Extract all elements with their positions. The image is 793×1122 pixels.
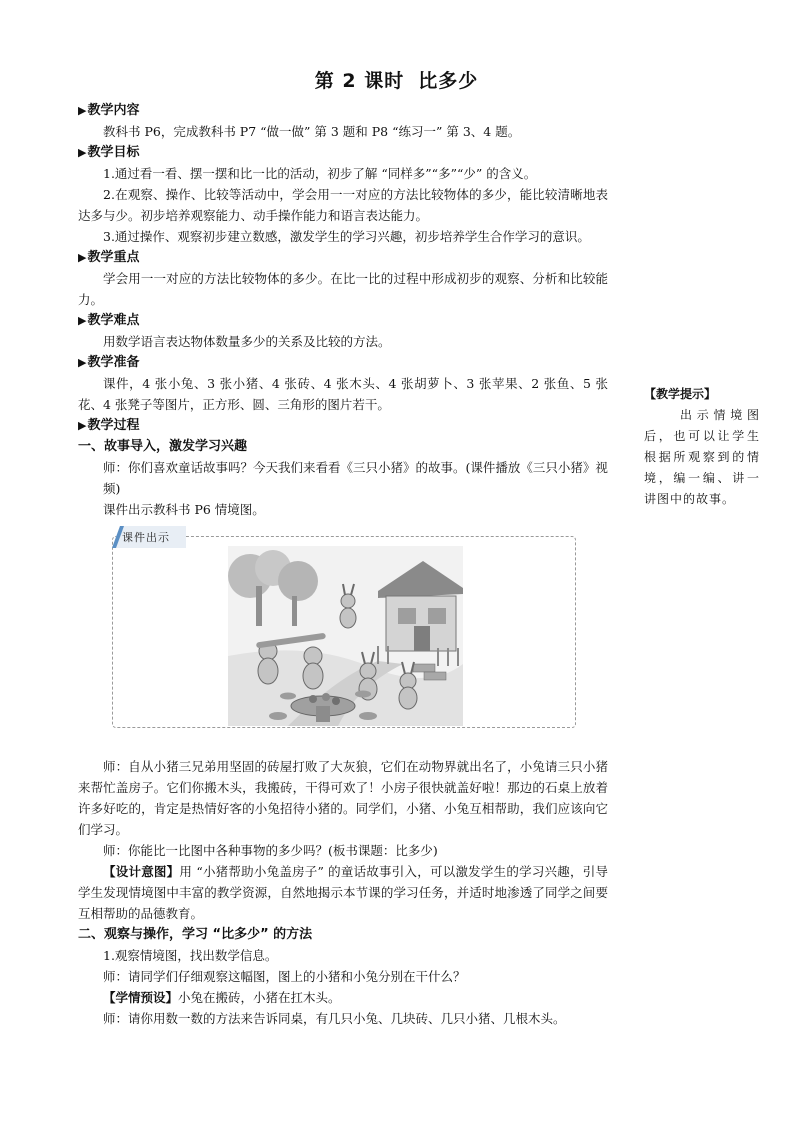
figure-tag bbox=[112, 526, 186, 548]
teacher-question: 师：请你用数一数的方法来告诉同桌，有几只小兔、几块砖、几只小猪、几根木头。 bbox=[103, 1011, 566, 1026]
key-text: 学会用一一对应的方法比较物体的多少。在比一比的过程中形成初步的观察、分析和比较能力。 bbox=[78, 271, 608, 307]
triangle-bullet-icon: ▶ bbox=[78, 419, 87, 432]
content-text: 教科书 P6，完成教科书 P7 “做一做” 第 3 题和 P8 “练习一” 第 3、4 题。 bbox=[103, 124, 521, 139]
goal-item: 3.通过操作、观察初步建立数感，激发学生的学习兴趣，初步培养学生合作学习的意识。 bbox=[103, 229, 590, 244]
part1-heading: 一、故事导入，激发学习兴趣 bbox=[78, 439, 248, 454]
design-intent-text: 用 “小猪帮助小兔盖房子” 的童话故事引入，可以激发学生的学习兴趣，引导学生发现情境图中丰富的教学资源，自然地揭示本节课的学习任务，并适时地渗透了同学之间要互相帮助的品德教育。 bbox=[78, 864, 608, 921]
design-intent bbox=[78, 861, 608, 924]
figure-tag-label: 课件出示 bbox=[122, 531, 170, 544]
sidebar-text: 出示情境图后，也可以让学生根据所观察到的情境，编一编、讲一讲图中的故事。 bbox=[644, 408, 760, 506]
section-heading-content: ▶教学内容 bbox=[78, 103, 140, 118]
preset-label: 【学情预设】 bbox=[103, 990, 179, 1005]
goal-item: 1.通过看一看、摆一摆和比一比的活动，初步了解 “同样多”“多”“少” 的含义。 bbox=[103, 166, 537, 181]
main-column bbox=[78, 100, 608, 1029]
section-heading-process: ▶教学过程 bbox=[78, 418, 140, 433]
triangle-bullet-icon: ▶ bbox=[78, 104, 87, 117]
lesson-topic: 比多少 bbox=[418, 70, 479, 92]
section-heading-difficulty: ▶教学难点 bbox=[78, 313, 140, 328]
difficulty-text: 用数学语言表达物体数量多少的关系及比较的方法。 bbox=[103, 334, 391, 349]
section-heading-key: ▶教学重点 bbox=[78, 250, 140, 265]
page-title bbox=[0, 66, 793, 93]
triangle-bullet-icon: ▶ bbox=[78, 146, 87, 159]
triangle-bullet-icon: ▶ bbox=[78, 314, 87, 327]
part2-heading: 二、观察与操作，学习 “比多少” 的方法 bbox=[78, 927, 313, 942]
triangle-bullet-icon: ▶ bbox=[78, 251, 87, 264]
prep-text: 课件，4 张小兔、3 张小猪、4 张砖、4 张木头、4 张胡萝卜、3 张苹果、2 张鱼、5 张花、4 张凳子等图片，正方形、圆、三角形的图片若干。 bbox=[78, 376, 608, 412]
triangle-bullet-icon: ▶ bbox=[78, 356, 87, 369]
teacher-question: 师：你们喜欢童话故事吗？今天我们来看看《三只小猪》的故事。(课件播放《三只小猪》视频) bbox=[103, 460, 608, 496]
goal-item: 2.在观察、操作、比较等活动中，学会用一一对应的方法比较物体的多少，能比较清晰地表达多与少。初步培养观察能力、动手操作能力和语言表达能力。 bbox=[78, 187, 608, 223]
show-figure-text: 课件出示教科书 P6 情境图。 bbox=[103, 502, 265, 517]
scene-illustration bbox=[228, 546, 463, 726]
teacher-story: 师：自从小猪三兄弟用坚固的砖屋打败了大灰狼，它们在动物界就出名了，小兔请三只小猪来帮忙盖房子。它们你搬木头，我搬砖，干得可欢了！小房子很快就盖好啦！那边的石桌上放着许多好吃的，肯定是热情好客的小兔招待小猪的。同学们，小猪、小兔互相帮助，我们应该向它们学习。 bbox=[78, 759, 608, 837]
step-text: 1.观察情境图，找出数学信息。 bbox=[103, 948, 278, 963]
section-heading-goals: ▶教学目标 bbox=[78, 145, 140, 160]
preset-line bbox=[78, 987, 608, 1008]
preset-text: 小兔在搬砖，小猪在扛木头。 bbox=[178, 990, 341, 1005]
section-heading-prep: ▶教学准备 bbox=[78, 355, 140, 370]
teacher-question: 师：请同学们仔细观察这幅图，图上的小猪和小兔分别在干什么？ bbox=[103, 969, 466, 984]
teacher-question: 师：你能比一比图中各种事物的多少吗？(板书课题：比多少) bbox=[103, 843, 438, 858]
design-intent-label: 【设计意图】 bbox=[103, 864, 180, 879]
courseware-figure bbox=[78, 526, 608, 750]
sidebar-heading: 【教学提示】 bbox=[644, 387, 717, 401]
teaching-tip-sidebar bbox=[644, 384, 760, 510]
lesson-number: 第 2 课时 bbox=[314, 70, 405, 92]
